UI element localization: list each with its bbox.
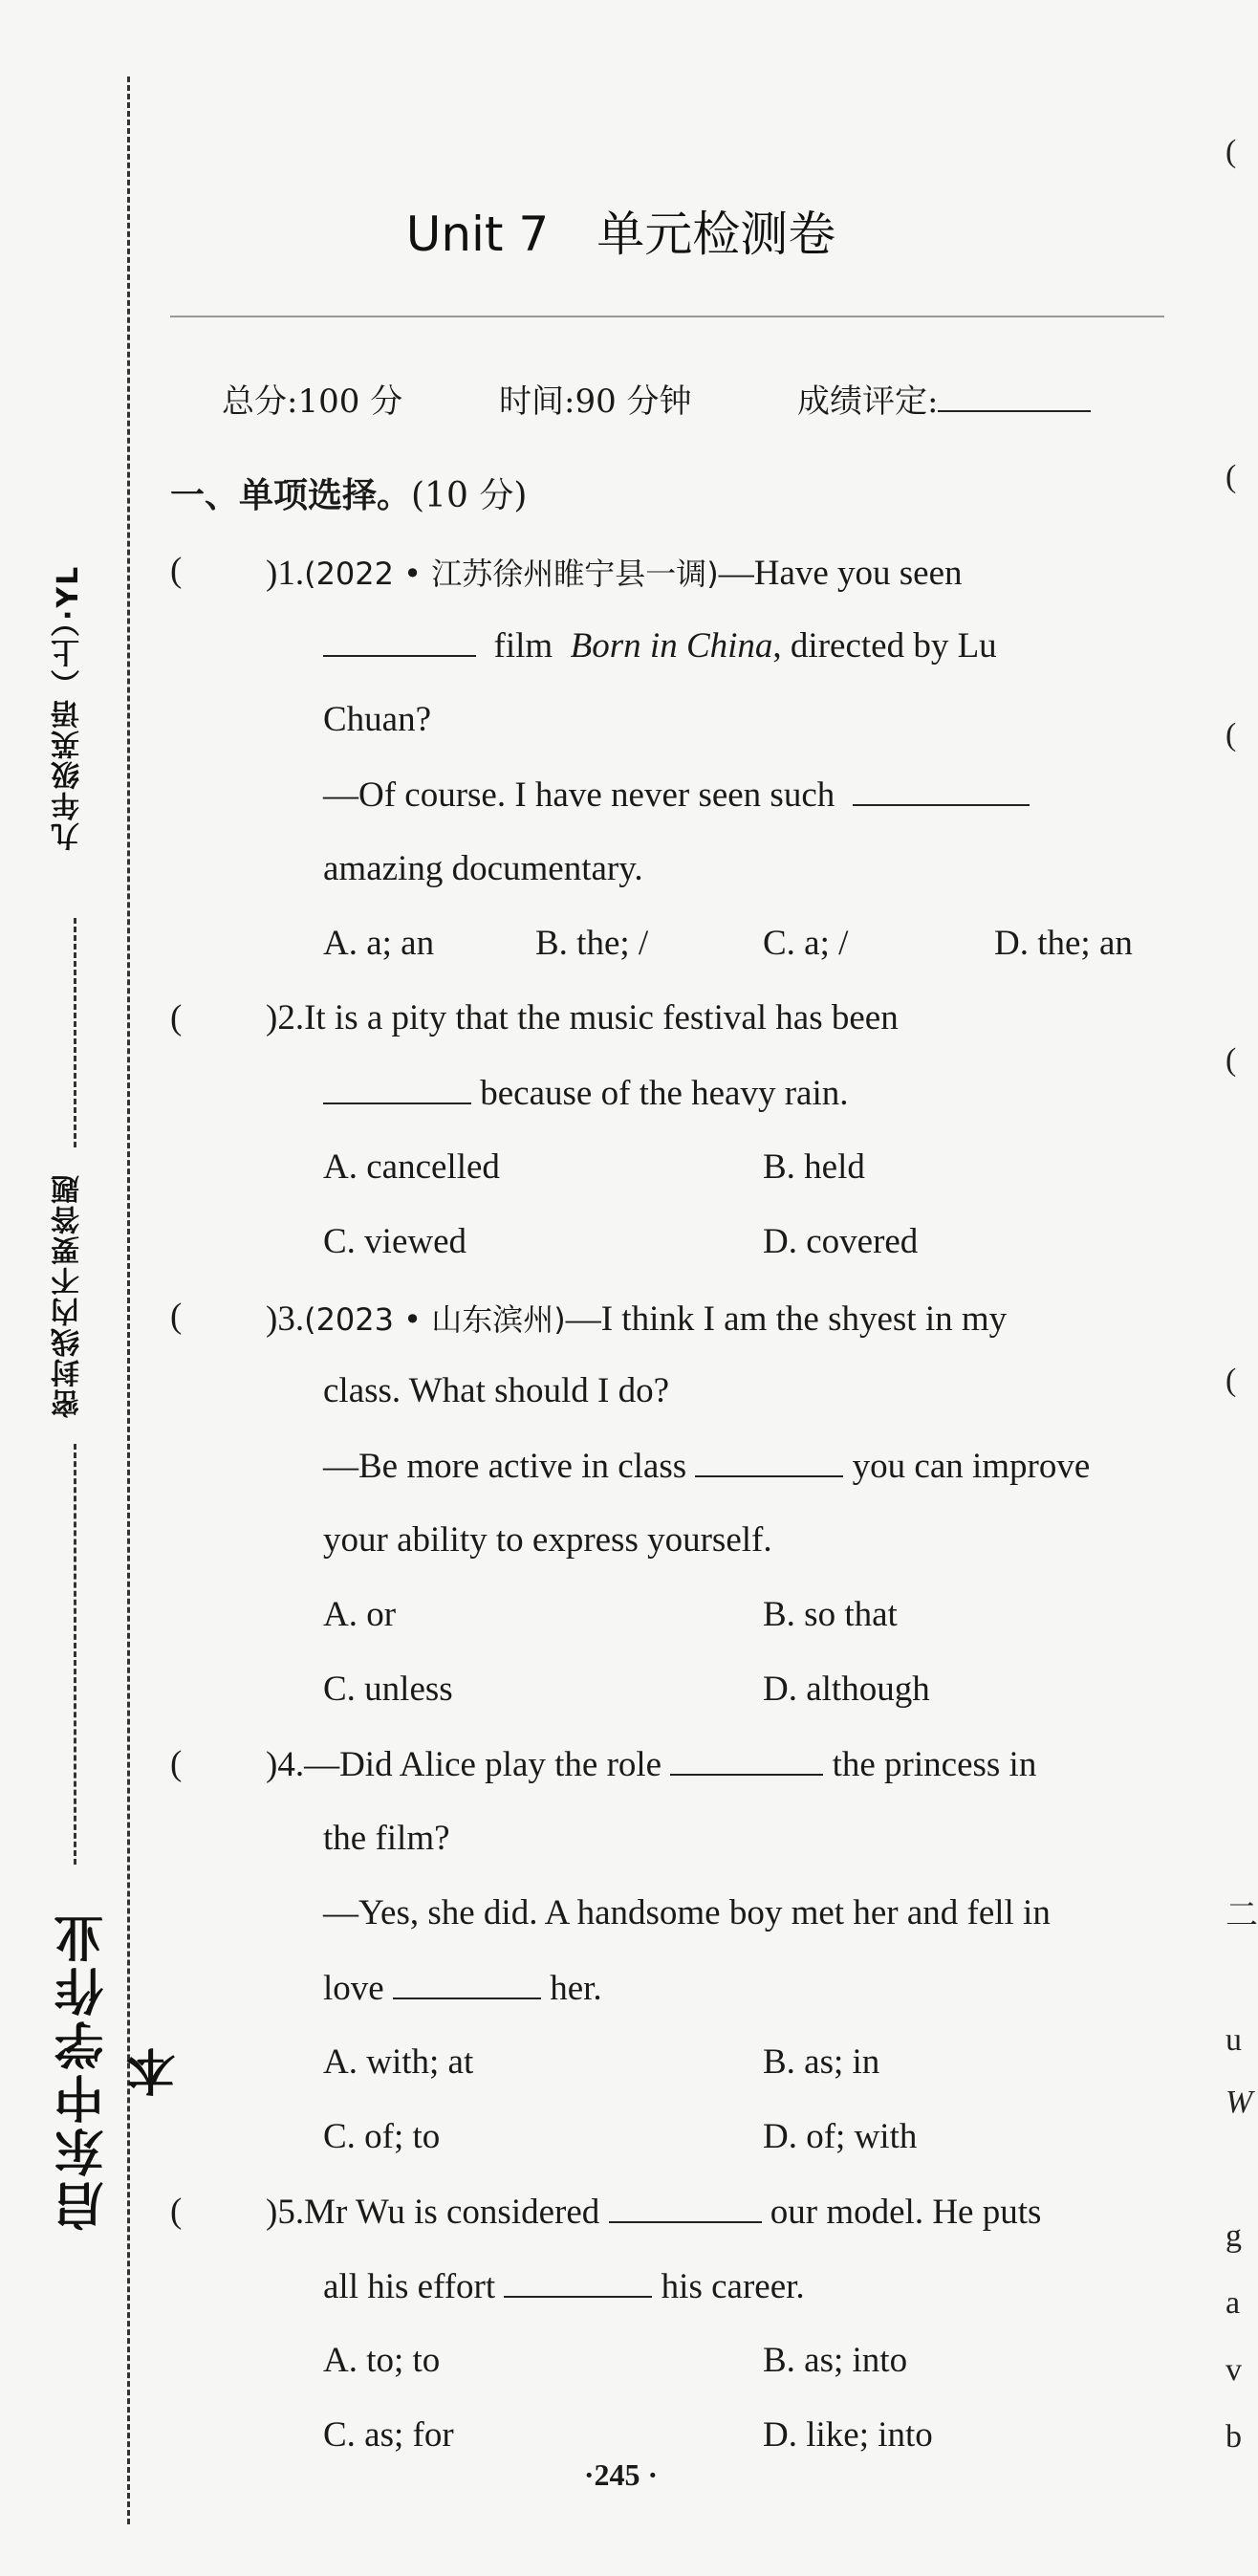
question-text: —I think I am the shyest in my xyxy=(565,1299,1008,1339)
film-title: Born in China xyxy=(570,626,773,666)
fill-blank[interactable] xyxy=(323,624,476,657)
question-text: Mr Wu is considered xyxy=(304,2193,600,2232)
seal-notice: 密封线内不要答题 xyxy=(52,1173,85,1418)
question-text: film xyxy=(493,626,553,666)
question-4-line2: the film? xyxy=(323,1819,450,1858)
question-text: —Did Alice play the role xyxy=(304,1745,662,1784)
option-b[interactable]: B. held xyxy=(763,1147,865,1187)
option-b[interactable]: B. as; into xyxy=(763,2341,908,2380)
question-3-line2: class. What should I do? xyxy=(323,1371,670,1410)
question-text: the princess in xyxy=(832,1745,1037,1784)
question-number: )3. xyxy=(266,1299,305,1339)
question-text: It is a pity that the music festival has been xyxy=(304,998,899,1037)
option-d[interactable]: D. the; an xyxy=(994,924,1133,963)
edge-mark: W xyxy=(1225,2085,1253,2120)
question-1-line4 xyxy=(323,774,1030,816)
edge-mark: ( xyxy=(1225,459,1237,494)
edge-mark: ( xyxy=(1225,717,1237,753)
option-a[interactable]: A. a; an xyxy=(323,924,435,963)
question-3 xyxy=(266,1296,1007,1340)
fill-blank[interactable] xyxy=(853,774,1030,806)
option-a[interactable]: A. cancelled xyxy=(323,1147,500,1187)
question-1-line2 xyxy=(323,624,997,666)
total-score: 总分:100 分 xyxy=(222,382,403,421)
edge-mark: a xyxy=(1225,2285,1241,2321)
question-number: )2. xyxy=(266,998,305,1037)
question-5 xyxy=(266,2191,1041,2233)
title-divider xyxy=(170,316,1164,317)
edge-mark: u xyxy=(1225,2022,1242,2058)
section-heading xyxy=(170,469,527,517)
option-c[interactable]: C. a; / xyxy=(763,924,849,963)
option-c[interactable]: C. viewed xyxy=(323,1222,467,1261)
school-name: 启东中学作业本 xyxy=(55,1910,184,2231)
grade-field xyxy=(797,375,1091,422)
option-d[interactable]: D. of; with xyxy=(763,2117,918,2156)
answer-paren[interactable]: ( xyxy=(170,551,183,590)
question-source: (2023 • 山东滨州) xyxy=(304,1301,566,1338)
question-number: )5. xyxy=(266,2193,305,2232)
question-text: because of the heavy rain. xyxy=(480,1074,849,1113)
section-title: 一、单项选择。 xyxy=(170,476,412,515)
edge-mark: ( xyxy=(1225,1042,1237,1078)
question-text: her. xyxy=(550,1969,602,2008)
question-3-line4: your ability to express yourself. xyxy=(323,1520,772,1560)
time-limit: 时间:90 分钟 xyxy=(499,382,692,421)
question-4-line3: —Yes, she did. A handsome boy met her and fell in xyxy=(323,1893,1051,1932)
option-b[interactable]: B. as; in xyxy=(763,2042,880,2082)
grade-blank[interactable] xyxy=(938,382,1091,412)
edge-mark: ( xyxy=(1225,1363,1237,1398)
answer-paren[interactable]: ( xyxy=(170,1297,183,1336)
fill-blank[interactable] xyxy=(670,1743,823,1776)
answer-paren[interactable]: ( xyxy=(170,1744,183,1783)
option-d[interactable]: D. although xyxy=(763,1670,930,1709)
question-2-line2 xyxy=(323,1072,848,1114)
question-text: you can improve xyxy=(852,1447,1091,1486)
fill-blank[interactable] xyxy=(323,1072,471,1104)
question-text: his career. xyxy=(661,2267,805,2306)
edge-mark: ( xyxy=(1225,134,1237,169)
question-4-line4 xyxy=(323,1967,602,2009)
question-text: —Of course. I have never seen such xyxy=(323,775,835,815)
vertical-dash-segment xyxy=(74,918,76,1147)
option-d[interactable]: D. covered xyxy=(763,1222,919,1261)
question-text: love xyxy=(323,1969,384,2008)
edge-mark: 二 xyxy=(1225,1898,1258,1933)
question-5-line2 xyxy=(323,2265,805,2307)
edge-mark: v xyxy=(1225,2352,1242,2388)
binding-margin xyxy=(0,0,184,2576)
question-4 xyxy=(266,1743,1036,1785)
answer-paren[interactable]: ( xyxy=(170,2192,183,2231)
option-b[interactable]: B. so that xyxy=(763,1595,898,1634)
fill-blank[interactable] xyxy=(504,2265,652,2298)
question-text: —Have you seen xyxy=(718,554,963,593)
option-d[interactable]: D. like; into xyxy=(763,2415,933,2455)
question-text: all his effort xyxy=(323,2267,496,2306)
fill-blank[interactable] xyxy=(393,1967,541,1999)
option-c[interactable]: C. of; to xyxy=(323,2117,441,2156)
question-1-line5: amazing documentary. xyxy=(323,849,643,888)
option-a[interactable]: A. with; at xyxy=(323,2042,474,2082)
section-points: (10 分) xyxy=(411,476,528,515)
page-title: Unit 7 单元检测卷 xyxy=(405,207,836,262)
grade-label: 成绩评定: xyxy=(797,382,939,421)
question-number: )4. xyxy=(266,1745,305,1784)
option-a[interactable]: A. or xyxy=(323,1595,397,1634)
question-text: , directed by Lu xyxy=(772,626,997,666)
seal-dashed-line xyxy=(127,76,130,2524)
edge-mark: g xyxy=(1225,2218,1242,2254)
vertical-dash-segment xyxy=(74,1444,76,1865)
option-a[interactable]: A. to; to xyxy=(323,2341,441,2380)
fill-blank[interactable] xyxy=(609,2191,762,2223)
question-source: (2022 • 江苏徐州睢宁县一调) xyxy=(304,556,719,592)
option-c[interactable]: C. as; for xyxy=(323,2415,454,2455)
question-text: —Be more active in class xyxy=(323,1447,687,1486)
question-number: )1. xyxy=(266,554,305,593)
page-number: ·245 · xyxy=(583,2457,659,2492)
fill-blank[interactable] xyxy=(695,1445,843,1477)
option-b[interactable]: B. the; / xyxy=(535,924,649,963)
option-c[interactable]: C. unless xyxy=(323,1670,453,1709)
grade-subject-label: 九年级英语（上）·YL xyxy=(52,564,85,851)
edge-mark: b xyxy=(1225,2419,1242,2455)
question-1-line3: Chuan? xyxy=(323,700,432,739)
question-2 xyxy=(266,997,899,1038)
question-3-line3 xyxy=(323,1445,1090,1487)
question-1 xyxy=(266,550,963,594)
question-text: our model. He puts xyxy=(770,2193,1042,2232)
answer-paren[interactable]: ( xyxy=(170,998,183,1037)
